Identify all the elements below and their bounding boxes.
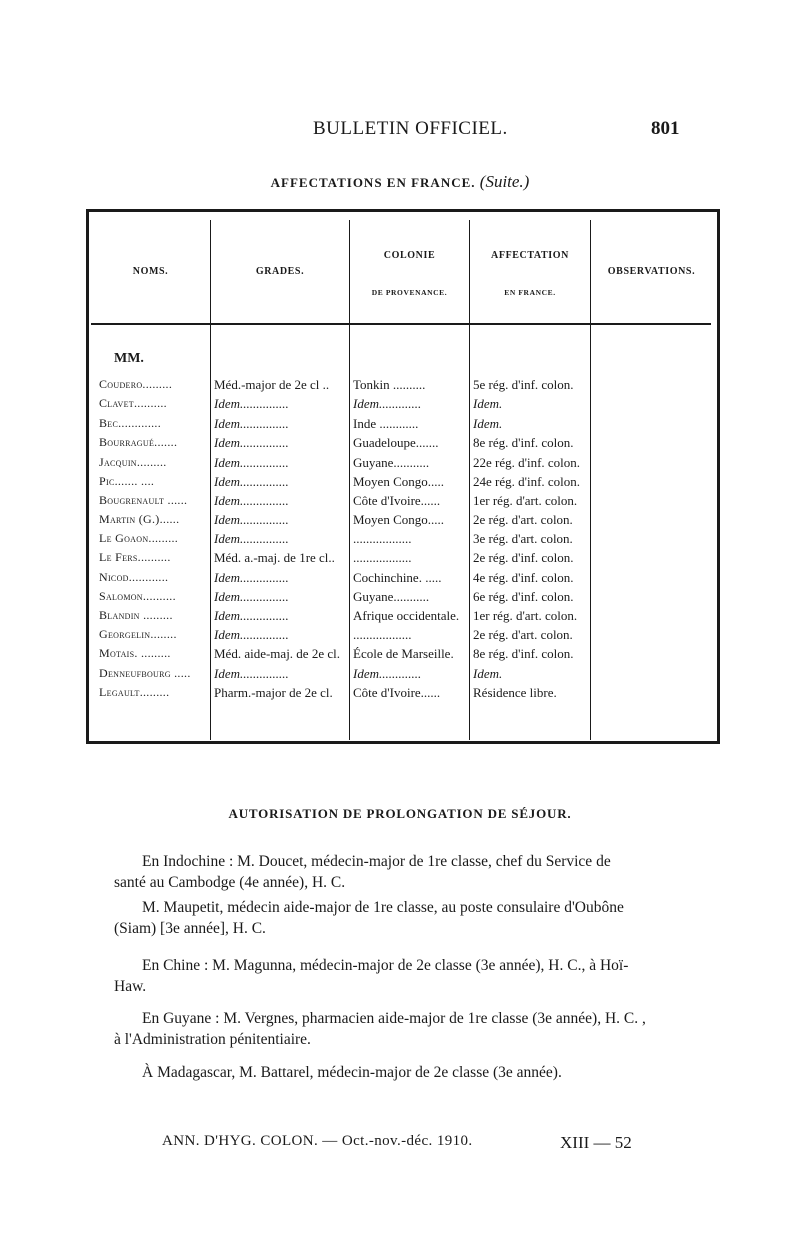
row-colonie: Guyane........... — [353, 589, 430, 604]
paragraph-indochine — [142, 851, 682, 872]
row-colonie: École de Marseille. — [353, 646, 454, 661]
row-affectation: 3e rég. d'art. colon. — [473, 531, 573, 546]
row-name: Denneufbourg ..... — [99, 666, 191, 680]
row-affectation: 2e rég. d'inf. colon. — [473, 550, 574, 565]
table-heading-suite: (Suite.) — [479, 172, 530, 191]
paragraph-line: En Chine : M. Magunna, médecin-major de 2e classe (3e année), H. C., à Hoï- — [142, 957, 629, 974]
row-colonie: Inde ............ — [353, 416, 419, 431]
table-row — [0, 685, 800, 705]
row-colonie: Moyen Congo..... — [353, 512, 444, 527]
column-header-affectation-sub: EN FRANCE. — [504, 288, 556, 297]
row-affectation: 1er rég. d'art. colon. — [473, 493, 578, 508]
row-name: Martin (G.)...... — [99, 512, 180, 526]
row-colonie: Côte d'Ivoire...... — [353, 685, 441, 700]
row-name: Le Goaon......... — [99, 531, 179, 545]
table-heading — [0, 172, 800, 192]
row-colonie: Idem............. — [353, 396, 422, 411]
table-row — [0, 646, 800, 666]
row-grade: Idem............... — [214, 435, 289, 450]
row-name: Nicod............ — [99, 570, 169, 584]
row-name: Bourragué....... — [99, 435, 178, 449]
table-row — [0, 550, 800, 570]
table-row — [0, 377, 800, 397]
column-header-affectation: AFFECTATION — [491, 250, 569, 261]
running-title: BULLETIN OFFICIEL. — [313, 118, 508, 139]
table-row — [0, 493, 800, 513]
paragraph-line: En Guyane : M. Vergnes, pharmacien aide-major de 1re classe (3e année), H. C. , — [142, 1010, 646, 1027]
row-affectation: 8e rég. d'inf. colon. — [473, 435, 574, 450]
row-grade: Méd. a.-maj. de 1re cl.. — [214, 550, 335, 565]
row-grade: Idem............... — [214, 493, 289, 508]
row-name: Blandin ......... — [99, 608, 173, 622]
row-grade: Idem............... — [214, 396, 289, 411]
table-row — [0, 627, 800, 647]
row-affectation: Idem. — [473, 396, 503, 411]
row-affectation: 4e rég. d'inf. colon. — [473, 570, 574, 585]
row-name: Coudero......... — [99, 377, 173, 391]
table-row — [0, 570, 800, 590]
row-colonie: .................. — [353, 550, 412, 565]
row-colonie: .................. — [353, 531, 412, 546]
row-affectation: 22e rég. d'inf. colon. — [473, 455, 581, 470]
row-colonie: Guyane........... — [353, 455, 430, 470]
paragraph-guyane — [142, 1008, 682, 1029]
row-affectation: 8e rég. d'inf. colon. — [473, 646, 574, 661]
row-name: Pic....... .... — [99, 474, 155, 488]
column-header-colonie-sub: DE PROVENANCE. — [371, 288, 448, 297]
row-grade: Idem............... — [214, 627, 289, 642]
table-row — [0, 435, 800, 455]
row-grade: Méd. aide-maj. de 2e cl. — [214, 646, 340, 661]
page-number: 801 — [651, 118, 680, 139]
row-name: Motais. ......... — [99, 646, 171, 660]
row-colonie: Moyen Congo..... — [353, 474, 444, 489]
table-row — [0, 531, 800, 551]
row-grade: Méd.-major de 2e cl .. — [214, 377, 330, 392]
paragraph-line: En Indochine : M. Doucet, médecin-major de 1re classe, chef du Service de — [142, 853, 611, 870]
paragraph-madagascar — [142, 1062, 682, 1083]
row-grade: Idem............... — [214, 666, 289, 681]
row-grade: Pharm.-major de 2e cl. — [214, 685, 333, 700]
paragraph-indochine-cont: santé au Cambodge (4e année), H. C. — [114, 874, 346, 891]
row-colonie: .................. — [353, 627, 412, 642]
row-name: Jacquin......... — [99, 455, 167, 469]
table-row — [0, 666, 800, 686]
row-affectation: Idem. — [473, 666, 503, 681]
paragraph-chine-cont: Haw. — [114, 978, 147, 995]
row-grade: Idem............... — [214, 474, 289, 489]
row-colonie: Guadeloupe....... — [353, 435, 439, 450]
section-title: AUTORISATION DE PROLONGATION DE SÉJOUR. — [228, 806, 572, 821]
row-affectation: Idem. — [473, 416, 503, 431]
row-colonie: Tonkin .......... — [353, 377, 426, 392]
table-heading-main: AFFECTATIONS EN FRANCE. — [270, 175, 476, 190]
row-affectation: 6e rég. d'inf. colon. — [473, 589, 574, 604]
column-header-observations: OBSERVATIONS. — [607, 266, 696, 277]
row-name: Georgelin........ — [99, 627, 177, 641]
row-affectation: 2e rég. d'art. colon. — [473, 512, 573, 527]
table-row — [0, 608, 800, 628]
row-name: Legault......... — [99, 685, 170, 699]
paragraph-line: À Madagascar, M. Battarel, médecin-major de 2e classe (3e année). — [142, 1064, 562, 1081]
row-affectation: 5e rég. d'inf. colon. — [473, 377, 574, 392]
column-header-grades: GRADES. — [255, 266, 305, 277]
row-affectation: 1er rég. d'art. colon. — [473, 608, 578, 623]
row-grade: Idem............... — [214, 589, 289, 604]
row-name: Salomon.......... — [99, 589, 176, 603]
row-grade: Idem............... — [214, 531, 289, 546]
paragraph-siam-cont: (Siam) [3e année], H. C. — [114, 920, 266, 937]
footer-journal: ANN. D'HYG. COLON. — Oct.-nov.-déc. 1910. — [162, 1133, 473, 1149]
footer-signature: XIII — 52 — [560, 1133, 632, 1152]
row-grade: Idem............... — [214, 416, 289, 431]
row-affectation: 24e rég. d'inf. colon. — [473, 474, 581, 489]
paragraph-line: M. Maupetit, médecin aide-major de 1re classe, au poste consulaire d'Oubône — [142, 899, 624, 916]
row-colonie: Idem............. — [353, 666, 422, 681]
table-row — [0, 455, 800, 475]
column-header-noms: NOMS. — [132, 266, 169, 277]
paragraph-siam — [142, 897, 682, 918]
row-name: Bec............. — [99, 416, 162, 430]
table-row — [0, 416, 800, 436]
row-colonie: Afrique occidentale. — [353, 608, 460, 623]
paragraph-chine — [142, 955, 682, 976]
table-row — [0, 589, 800, 609]
row-colonie: Cochinchine. ..... — [353, 570, 442, 585]
row-name: Bougrenault ...... — [99, 493, 188, 507]
row-grade: Idem............... — [214, 455, 289, 470]
row-name: Clavet.......... — [99, 396, 167, 410]
header-rule — [91, 323, 711, 325]
table-row — [0, 474, 800, 494]
row-grade: Idem............... — [214, 512, 289, 527]
column-header-colonie: COLONIE — [383, 250, 436, 261]
row-grade: Idem............... — [214, 570, 289, 585]
mm-label: MM. — [114, 351, 144, 366]
table-row — [0, 396, 800, 416]
paragraph-guyane-cont: à l'Administration pénitentiaire. — [114, 1031, 311, 1048]
row-affectation: 2e rég. d'art. colon. — [473, 627, 573, 642]
row-colonie: Côte d'Ivoire...... — [353, 493, 441, 508]
table-row — [0, 512, 800, 532]
row-name: Le Fers.......... — [99, 550, 171, 564]
row-affectation: Résidence libre. — [473, 685, 557, 700]
row-grade: Idem............... — [214, 608, 289, 623]
